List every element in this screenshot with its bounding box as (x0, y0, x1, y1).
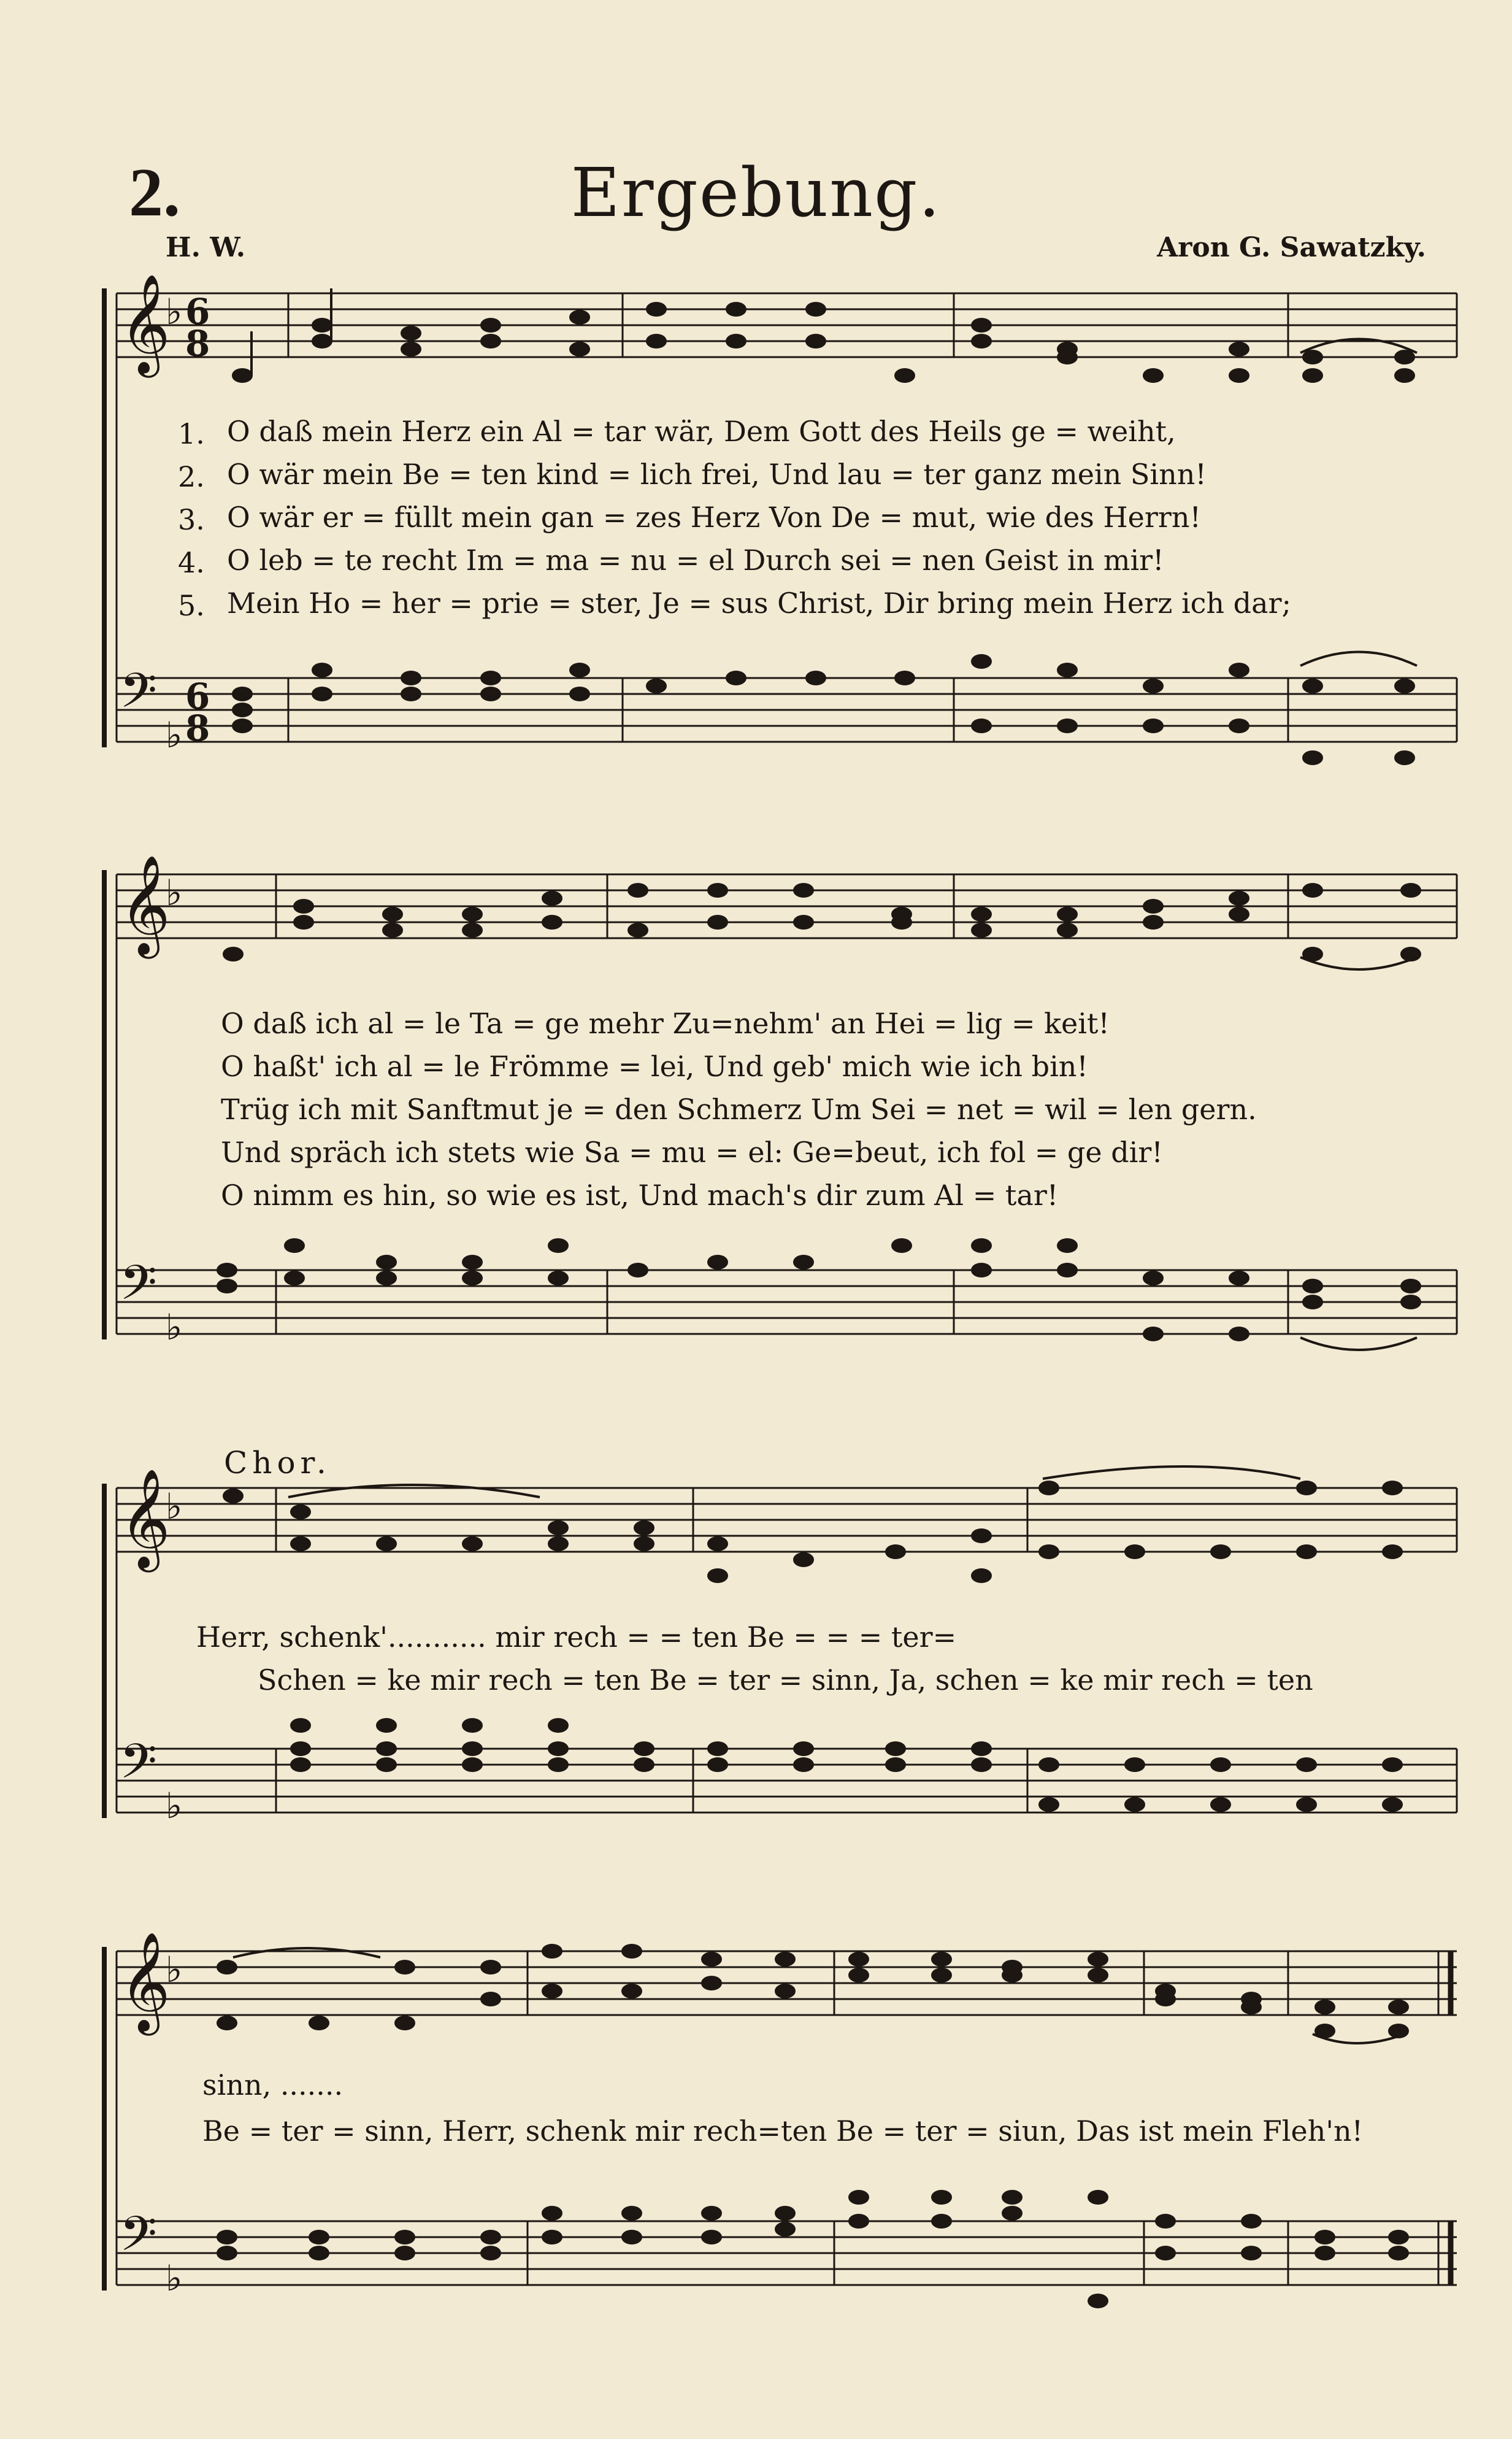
bass-clef-icon: 𝄢 (120, 2206, 158, 2274)
time-sig-denominator: 8 (185, 323, 210, 364)
system4-line-lower: Be = ter = sinn, Herr, schenk mir rech=ten Be = ter = siun, Das ist mein Fleh'n! (202, 2114, 1364, 2148)
treble-clef-icon: 𝄞 (120, 274, 171, 374)
bass-clef-icon: 𝄢 (120, 1255, 158, 1323)
flat-key-signature-icon: ♭ (166, 714, 183, 756)
system1-treble-notes (233, 288, 1414, 382)
composer-credit: Aron G. Sawatzky. (1157, 232, 1426, 263)
chorus-line-lower: Schen = ke mir rech = ten Be = ter = sinn, Ja, schen = ke mir rech = ten (258, 1663, 1313, 1697)
verse-line: O wär mein Be = ten kind = lich frei, Und lau = ter ganz mein Sinn! (227, 458, 1207, 491)
verse-line: O haßt' ich al = le Frömme = lei, Und geb' mich wie ich bin! (221, 1050, 1088, 1083)
system3-bass-staff (117, 1749, 1457, 1813)
verse-line: O daß ich al = le Ta = ge mehr Zu=nehm' an Hei = lig = keit! (221, 1007, 1110, 1040)
flat-key-signature-icon: ♭ (166, 2257, 183, 2299)
verse-line: Mein Ho = her = prie = ster, Je = sus Christ, Dir bring mein Herz ich dar; (227, 587, 1292, 620)
time-sig-numerator: 6 (185, 291, 210, 333)
chorus-label: Chor. (224, 1445, 331, 1481)
system2-bass-staff (117, 1270, 1457, 1334)
flat-key-signature-icon: ♭ (166, 1485, 183, 1527)
flat-key-signature-icon: ♭ (166, 1949, 183, 1990)
verse-number: 2. (178, 460, 205, 493)
system2-bass-notes (218, 1239, 1420, 1340)
time-sig-numerator: 6 (185, 676, 210, 717)
bass-clef-icon: 𝄢 (120, 1734, 158, 1801)
verse-number: 5. (178, 589, 205, 622)
system3-treble-notes (224, 1482, 1402, 1582)
verse-number: 3. (178, 503, 205, 536)
verse-line: O nimm es hin, so wie es ist, Und mach's dir zum Al = tar! (221, 1179, 1059, 1212)
verse-line: Trüg ich mit Sanftmut je = den Schmerz Um Sei = net = wil = len gern. (221, 1093, 1257, 1126)
verse-number: 1. (178, 417, 205, 450)
verse-number: 4. (178, 546, 205, 579)
treble-clef-icon: 𝄞 (120, 1468, 171, 1568)
verse-line: O daß mein Herz ein Al = tar wär, Dem Gott des Heils ge = weiht, (227, 415, 1176, 448)
treble-clef-icon: 𝄞 (120, 1932, 171, 2032)
flat-key-signature-icon: ♭ (166, 291, 183, 333)
flat-key-signature-icon: ♭ (166, 1785, 183, 1827)
system4-bass-notes (218, 2191, 1408, 2307)
lyricist-credit: H. W. (166, 232, 246, 263)
treble-clef-icon: 𝄞 (120, 855, 171, 955)
time-sig-denominator: 8 (185, 707, 210, 749)
verse-line: Und spräch ich stets wie Sa = mu = el: Ge=beut, ich fol = ge dir! (221, 1136, 1163, 1169)
system4-treble-notes (218, 1945, 1408, 2037)
verse-line: O leb = te recht Im = ma = nu = el Durch sei = nen Geist in mir! (227, 544, 1164, 577)
system4-line-upper: sinn, ....... (202, 2068, 343, 2102)
system3-treble-staff (117, 1488, 1457, 1552)
system2-treble-staff (117, 874, 1457, 938)
verse-line: O wär er = füllt mein gan = zes Herz Von De = mut, wie des Herrn! (227, 501, 1201, 534)
flat-key-signature-icon: ♭ (166, 1306, 183, 1348)
bass-clef-icon: 𝄢 (120, 663, 158, 731)
flat-key-signature-icon: ♭ (166, 872, 183, 914)
hymn-number: 2. (129, 155, 180, 231)
chorus-line-upper: Herr, schenk'........... mir rech = = ten Be = = = ter= (196, 1620, 957, 1654)
hymn-title: Ergebung. (570, 153, 942, 232)
